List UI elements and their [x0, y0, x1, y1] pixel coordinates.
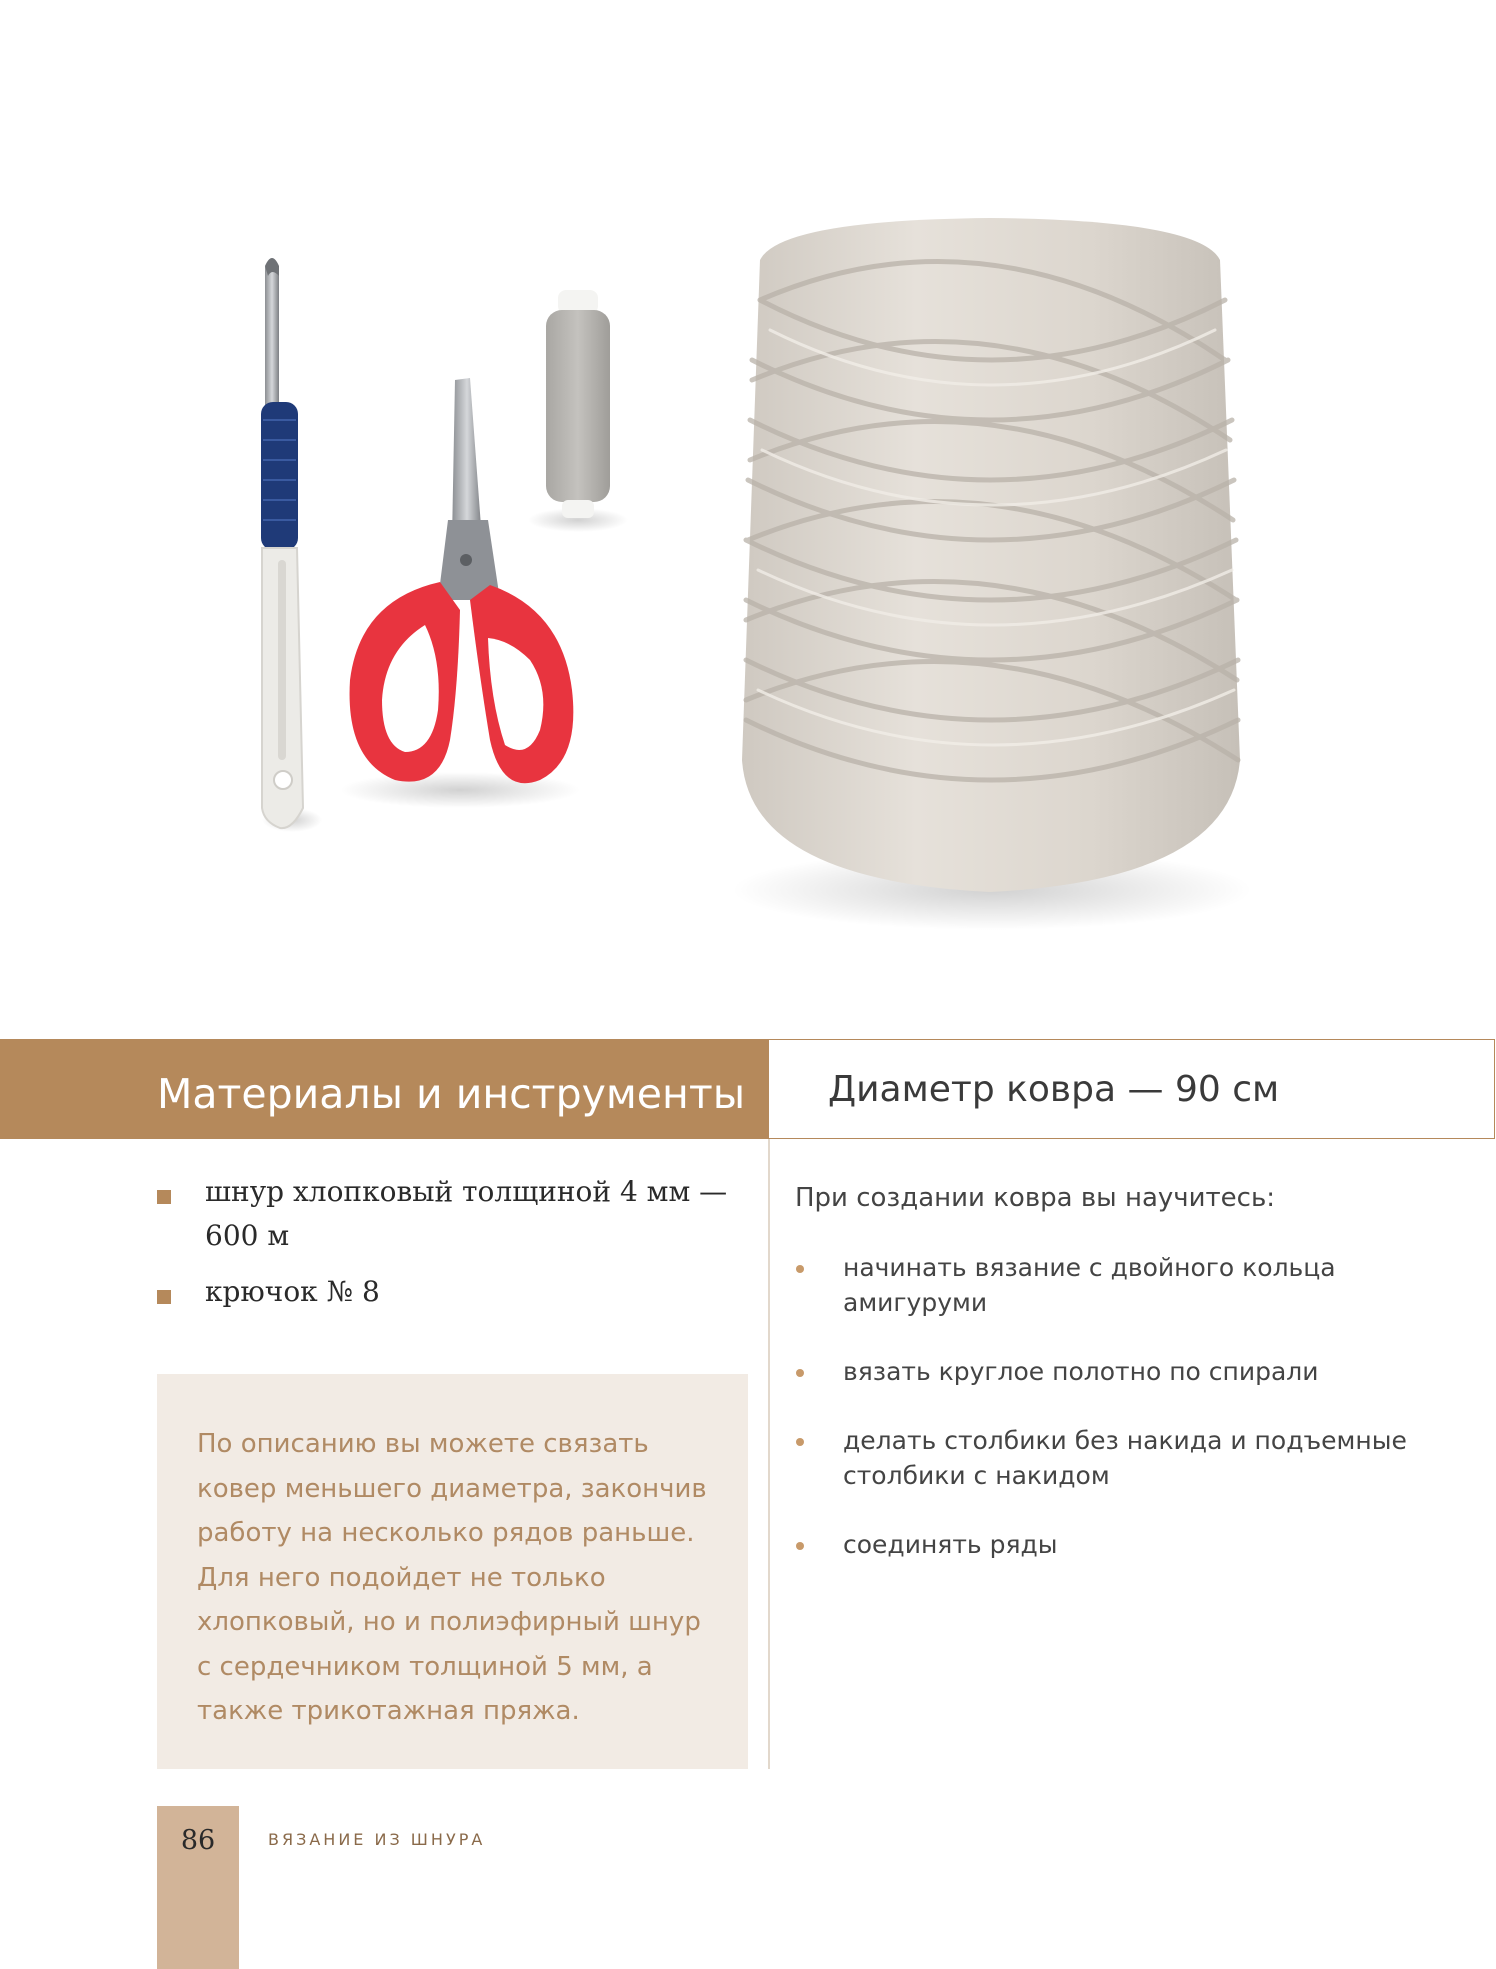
scissors-image [340, 378, 580, 808]
diameter-title: Диаметр ковра — 90 см [828, 1069, 1280, 1110]
learn-item-text: соединять ряды [843, 1530, 1058, 1559]
square-bullet-icon [157, 1190, 171, 1204]
material-text: крючок № 8 [205, 1275, 380, 1308]
materials-list [157, 1170, 757, 1326]
material-text: шнур хлопковый толщиной 4 мм — 600 м [205, 1175, 728, 1252]
list-item [795, 1250, 1415, 1320]
learn-item-text: начинать вязание с двойного кольца амигуруми [843, 1253, 1336, 1317]
dot-bullet-icon [796, 1369, 804, 1377]
column-divider [768, 1139, 770, 1769]
thread-spool-image [528, 290, 628, 532]
note-box [157, 1374, 748, 1769]
square-bullet-icon [157, 1290, 171, 1304]
learn-intro: При создании ковра вы научитесь: [795, 1183, 1276, 1213]
running-head: ВЯЗАНИЕ ИЗ ШНУРА [268, 1830, 486, 1849]
crochet-hook-image [261, 258, 322, 832]
list-item [795, 1527, 1415, 1562]
learn-item-text: вязать круглое полотно по спирали [843, 1357, 1319, 1386]
dot-bullet-icon [796, 1542, 804, 1550]
dot-bullet-icon [796, 1265, 804, 1273]
list-item [157, 1170, 757, 1258]
learn-list [795, 1250, 1415, 1596]
dot-bullet-icon [796, 1438, 804, 1446]
cord-skein-image [732, 218, 1252, 930]
learn-item-text: делать столбики без накида и подъемные столбики с накидом [843, 1426, 1407, 1490]
note-text: По описанию вы можете связать ковер меньшего диаметра, закончив работу на несколько рядов раньше. Для него подойдет не только хлопковый, но и полиэфирный шнур с сердечником толщиной 5 мм, а также трикотажная пряжа. [197, 1429, 707, 1726]
page-number: 86 [180, 1825, 216, 1856]
materials-title: Материалы и инструменты [157, 1070, 746, 1118]
list-item [157, 1270, 757, 1314]
list-item [795, 1354, 1415, 1389]
list-item [795, 1423, 1415, 1493]
